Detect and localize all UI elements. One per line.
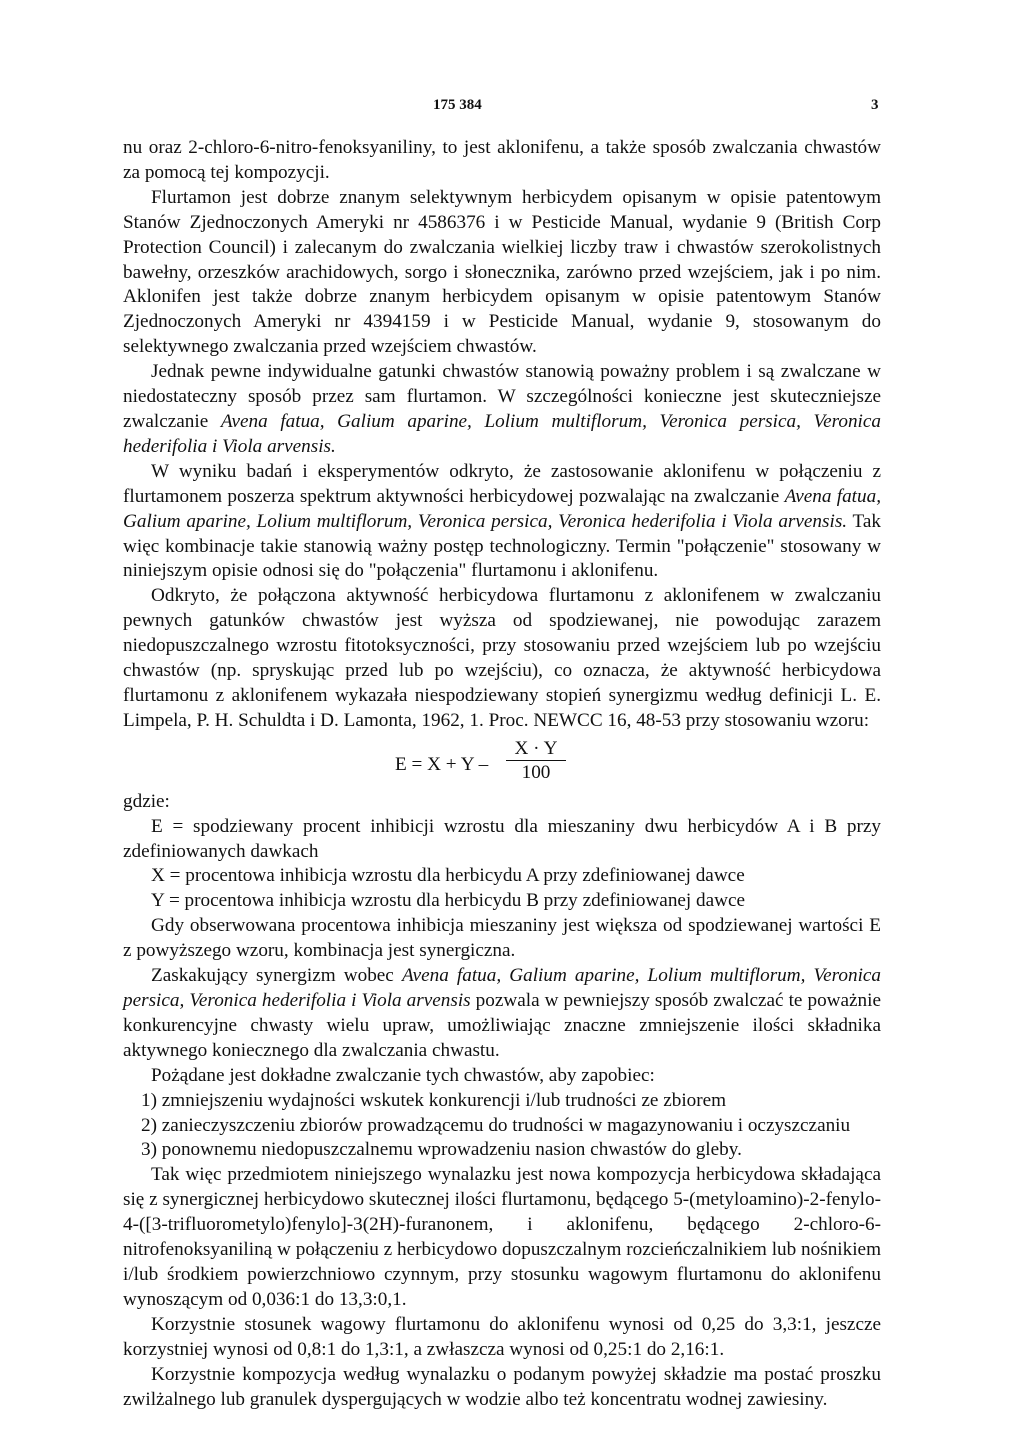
document-body bbox=[123, 136, 881, 1412]
list-item-3: 3) ponownemu niedopuszczalnemu wprowadzeniu nasion chwastów do gleby. bbox=[141, 1139, 742, 1161]
paragraph-7-species: Avena fatua, Galium aparine, Lolium multiflorum, Veronica persica, Veronica hederifolia i Viola arvensis bbox=[123, 965, 882, 1011]
paragraph-4 bbox=[123, 460, 881, 585]
list-item-1: 1) zmniejszeniu wydajności wskutek konkurencji i/lub trudności ze zbiorem bbox=[141, 1089, 727, 1111]
paragraph-3-species: Avena fatua, Galium aparine, Lolium multiflorum, Veronica persica, Veronica hederifolia i Viola arvensis. bbox=[123, 410, 881, 457]
definition-y: Y = procentowa inhibicja wzrostu dla herbicydu B przy zdefiniowanej dawce bbox=[151, 890, 746, 912]
paragraph-8: Pożądane jest dokładne zwalczanie tych chwastów, aby zapobiec: bbox=[151, 1064, 655, 1086]
paragraph-1: nu oraz 2-chloro-6-nitro-fenoksyaniliny, to jest aklonifenu, a także sposób zwalczania chwastów za pomocą tej kompozycji. bbox=[123, 137, 881, 183]
definition-x: X = procentowa inhibicja wzrostu dla herbicydu A przy zdefiniowanej dawce bbox=[151, 865, 745, 887]
definition-e: E = spodziewany procent inhibicji wzrostu dla mieszaniny dwu herbicydów A i B przy zdefiniowanych dawkach bbox=[123, 815, 881, 862]
paragraph-4-species: Avena fatua, Galium aparine, Lolium multiflorum, Veronica persica, Veronica hederifolia i Viola arvensis. bbox=[123, 485, 881, 532]
formula-lhs: E = X + Y – bbox=[395, 753, 489, 775]
paragraph-4-text-end: Tak więc kombinacje takie stanowią ważny postęp technologiczny. Termin "połączenie" stosowany w niniejszym opisie odnosi się do "połączenia" flurtamonu i aklonifenu. bbox=[123, 510, 881, 582]
patent-number: 175 384 bbox=[433, 97, 482, 113]
paragraph-7-text: Zaskakujący synergizm wobec bbox=[151, 965, 402, 987]
paragraph-5: Odkryto, że połączona aktywność herbicydowa flurtamonu z aklonifenem w zwalczaniu pewnych gatunków chwastów jest wyższa od spodziewanej, nie powodując zarazem niedopuszczalnego wzrostu fitotoksyczności, przy stosowaniu przed wzejściem lub po wzejściu chwastów (np. spryskując przed lub po wzejściu), co oznacza, że aktywność herbicydowa flurtamonu z aklonifenem wykazała niespodziewany stopień synergizmu według definicji L. E. Limpela, P. H. Schuldta i D. Lamonta, 1962, 1. Proc. NEWCC 16, 48-53 przy stosowaniu wzoru: bbox=[123, 585, 881, 731]
paragraph-9: Tak więc przedmiotem niniejszego wynalazku jest nowa kompozycja herbicydowa składająca się z synergicznej herbicydowo skutecznej ilości flurtamonu, będącego 5-(metyloamino)-2-fenylo-4-([3-trifluorometylo)fenylo]-3(2H)-furanonem, i aklonifenu, będącego 2-chloro-6- nitrofenoksyaniliną w połączeniu z herbicydowo dopuszczalnym rozcieńczalnikiem lub nośnikiem i/lub środkiem powierzchniowo czynnym, przy stosunku wagowym flurtamonu do aklonifenu wynoszącym od 0,036:1 do 13,3:0,1. bbox=[123, 1164, 881, 1310]
paragraph-10: Korzystnie stosunek wagowy flurtamonu do aklonifenu wynosi od 0,25 do 3,3:1, jeszcze korzystniej wynosi od 0,8:1 do 1,3:1, a zwłaszcza wynosi od 0,25:1 do 2,16:1. bbox=[123, 1313, 881, 1360]
paragraph-6: Gdy obserwowana procentowa inhibicja mieszaniny jest większa od spodziewanej wartości E z powyższego wzoru, kombinacja jest synergiczna. bbox=[123, 915, 881, 962]
list-item-2: 2) zanieczyszczeniu zbiorów prowadzącemu do trudności w magazynowaniu i oczyszczaniu bbox=[141, 1114, 851, 1136]
paragraph-7-text-end: pozwala w pewniejszy sposób zwalczać te poważnie konkurencyjne chwasty wielu upraw, umożliwiając znaczne zmniejszenie ilości składnika aktywnego koniecznego dla zwalczania chwastu. bbox=[123, 990, 881, 1061]
page-header bbox=[0, 93, 1024, 117]
formula-numerator: X · Y bbox=[506, 738, 566, 761]
paragraph-4-text: W wyniku badań i eksperymentów odkryto, że zastosowanie aklonifenu w połączeniu z flurtamonem poszerza spektrum aktywności herbicydowej pozwalając na zwalczanie bbox=[123, 460, 881, 507]
formula-fraction bbox=[506, 738, 566, 785]
paragraph-7 bbox=[123, 964, 881, 1064]
paragraph-3 bbox=[123, 360, 881, 460]
where-label: gdzie: bbox=[123, 790, 170, 812]
paragraph-2: Flurtamon jest dobrze znanym selektywnym herbicydem opisanym w opisie patentowym Stanów Zjednoczonych Ameryki nr 4586376 i w Pesticide Manual, wydanie 9 (British Corp Protection Council) i zalecanym do zwalczania wielkiej liczby traw i chwastów szerokolistnych bawełny, orzeszków arachidowych, sorgo i słonecznika, zarówno przed wzejściem, jak i po nim. Aklonifen jest także dobrze znanym herbicydem opisanym w opisie patentowym Stanów Zjednoczonych Ameryki nr 4394159 i w Pesticide Manual, wydanie 9, stosowanym do selektywnego zwalczania przed wzejściem chwastów. bbox=[123, 186, 881, 358]
paragraph-11: Korzystnie kompozycja według wynalazku o podanym powyżej składzie ma postać proszku zwilżalnego lub granulek dyspergujących w wodzie albo też koncentratu wodnej zawiesiny. bbox=[123, 1363, 881, 1410]
paragraph-3-text: Jednak pewne indywidualne gatunki chwastów stanowią poważny problem i są zwalczane w niedostateczny sposób przez sam flurtamon. W szczególności konieczne jest skuteczniejsze zwalczanie bbox=[123, 361, 881, 432]
formula-denominator: 100 bbox=[521, 761, 551, 783]
synergy-formula bbox=[123, 738, 881, 790]
page-number: 3 bbox=[871, 97, 879, 113]
